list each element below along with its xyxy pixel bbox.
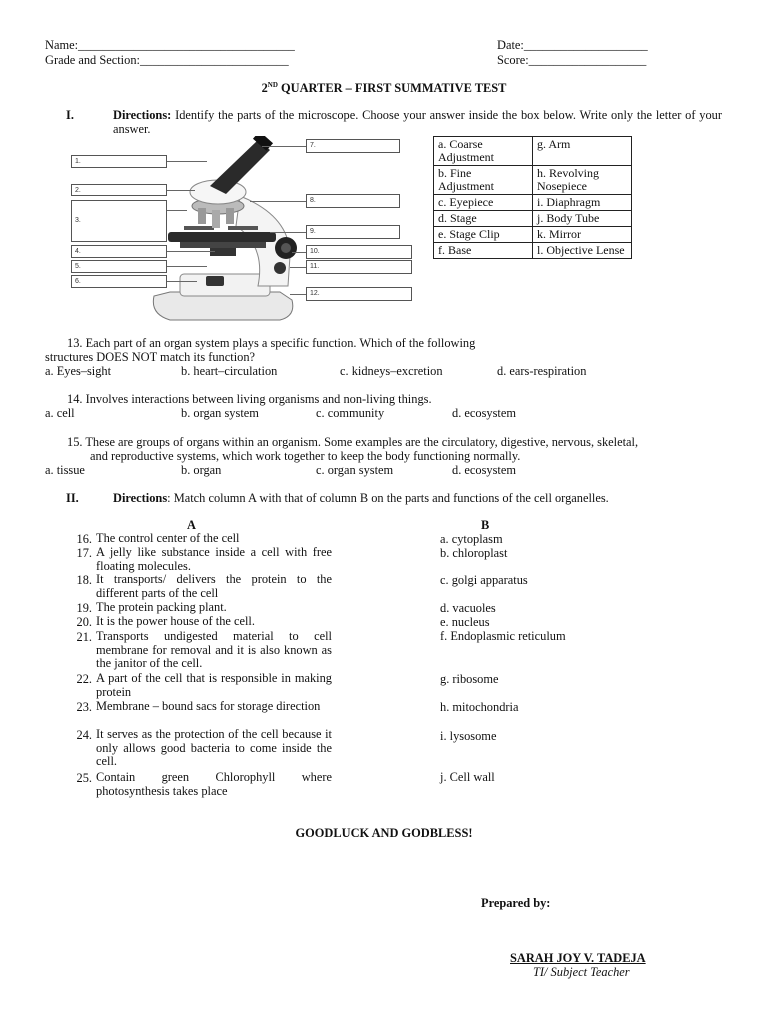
key-cell: h. Revolving Nosepiece [533,166,632,195]
part1-roman: I. [66,108,74,122]
column-b-item: d. vacuoles [440,601,496,615]
leader-line [292,252,306,253]
table-row [434,211,632,227]
q14-choice-c: c. community [316,406,385,420]
column-a-item: It serves as the protection of the cell because it only allows good bacteria to come inside the cell. [96,727,332,769]
item-number: 16. [76,532,92,546]
leader-line [290,267,306,268]
column-a-item: A part of the cell that is responsible in making protein [96,671,332,699]
column-b-item: b. chloroplast [440,546,508,560]
label-box-5[interactable]: 5. [71,260,167,273]
question-15-stem-cont: and reproductive systems, which work together to keep the body functioning normally. [90,449,521,463]
item-number: 20. [76,615,92,629]
label-box-8[interactable]: 8. [306,194,400,208]
label-box-10[interactable]: 10. [306,245,412,259]
name-field: Name:___________________________________ [45,38,295,52]
q15-choice-a: a. tissue [45,463,85,477]
column-b-item: h. mitochondria [440,700,519,714]
leader-line [167,161,207,162]
question-13-stem: 13. Each part of an organ system plays a specific function. Which of the following structures DOES NOT match its function? [45,336,476,364]
part1-directions: Directions: Identify the parts of the microscope. Choose your answer inside the box below. Write only the letter of your answer. [113,108,722,136]
teacher-name: SARAH JOY V. TADEJA [510,951,646,965]
key-cell: a. Coarse Adjustment [434,137,533,166]
column-a-item: Transports undigested material to cell membrane for removal and it is also known as the janitor of the cell. [96,629,332,671]
leader-line [167,266,207,267]
item-number: 17. [76,546,92,560]
leader-line [270,232,306,233]
table-row [434,137,632,166]
question-15-stem: 15. These are groups of organs within an organism. Some examples are the circulatory, digestive, nervous, skeletal, [67,435,639,449]
q14-choice-b: b. organ system [181,406,259,420]
leader-line [167,251,215,252]
item-number: 22. [76,672,92,686]
q13-choice-a: a. Eyes–sight [45,364,112,378]
key-cell: c. Eyepiece [434,195,533,211]
q15-choice-b: b. organ [181,463,222,477]
question-14-stem: 14. Involves interactions between living organisms and non-living things. [67,392,432,406]
column-a-item: It transports/ delivers the protein to the different parts of the cell [96,572,332,600]
column-a-item: The protein packing plant. [96,600,227,614]
q13-choice-d: d. ears-respiration [497,364,587,378]
part2-roman: II. [66,491,79,505]
key-cell: j. Body Tube [533,211,632,227]
teacher-title: TI/ Subject Teacher [533,965,630,979]
column-a-item: Membrane – bound sacs for storage direction [96,699,321,713]
key-cell: g. Arm [533,137,632,166]
item-number: 25. [76,771,92,785]
column-a-item: Contain green Chlorophyll where photosynthesis takes place [96,770,332,798]
item-number: 19. [76,601,92,615]
leader-line [290,294,306,295]
column-b-item: a. cytoplasm [440,532,503,546]
label-box-7[interactable]: 7. [306,139,400,153]
column-b-item: c. golgi apparatus [440,573,528,587]
table-row [434,243,632,259]
leader-line [250,201,306,202]
key-cell: f. Base [434,243,533,259]
label-box-2[interactable]: 2. [71,184,167,196]
leader-line [167,190,195,191]
key-cell: i. Diaphragm [533,195,632,211]
q15-choice-c: c. organ system [316,463,394,477]
leader-line [167,281,197,282]
q13-choice-b: b. heart–circulation [181,364,278,378]
label-box-1[interactable]: 1. [71,155,167,168]
column-b-item: j. Cell wall [440,770,495,784]
q13-choice-c: c. kidneys–excretion [340,364,443,378]
column-b-header: B [481,518,490,532]
key-cell: l. Objective Lense [533,243,632,259]
part2-directions: Directions: Match column A with that of column B on the parts and functions of the cell organelles. [113,491,609,505]
column-a-item: It is the power house of the cell. [96,614,255,628]
column-b-item: g. ribosome [440,672,499,686]
item-number: 24. [76,728,92,742]
page-title: 2ND QUARTER – FIRST SUMMATIVE TEST [261,81,507,96]
q14-choice-d: d. ecosystem [452,406,517,420]
label-box-11[interactable]: 11. [306,260,412,274]
column-a-header: A [187,518,196,532]
label-box-3[interactable]: 3. [71,200,167,242]
item-number: 21. [76,630,92,644]
key-cell: e. Stage Clip [434,227,533,243]
grade-section-field: Grade and Section:________________________ [45,53,289,67]
column-a-item: A jelly like substance inside a cell with free floating molecules. [96,545,332,573]
table-row [434,195,632,211]
column-a-item: The control center of the cell [96,531,240,545]
closing-message: GOODLUCK AND GODBLESS! [295,826,473,840]
column-b-item: i. lysosome [440,729,497,743]
score-field: Score:___________________ [497,53,647,67]
label-box-4[interactable]: 4. [71,245,167,258]
q14-choice-a: a. cell [45,406,75,420]
table-row [434,166,632,195]
key-cell: k. Mirror [533,227,632,243]
table-row [434,227,632,243]
q15-choice-d: d. ecosystem [452,463,517,477]
item-number: 18. [76,573,92,587]
key-cell: b. Fine Adjustment [434,166,533,195]
key-cell: d. Stage [434,211,533,227]
label-box-9[interactable]: 9. [306,225,400,239]
leader-line [167,210,187,211]
label-box-6[interactable]: 6. [71,275,167,288]
prepared-by-label: Prepared by: [481,896,551,910]
column-b-item: e. nucleus [440,615,490,629]
column-b-item: f. Endoplasmic reticulum [440,629,566,643]
answer-key-table [433,136,632,259]
leader-line [262,146,306,147]
item-number: 23. [76,700,92,714]
date-field: Date:____________________ [497,38,648,52]
label-box-12[interactable]: 12. [306,287,412,301]
